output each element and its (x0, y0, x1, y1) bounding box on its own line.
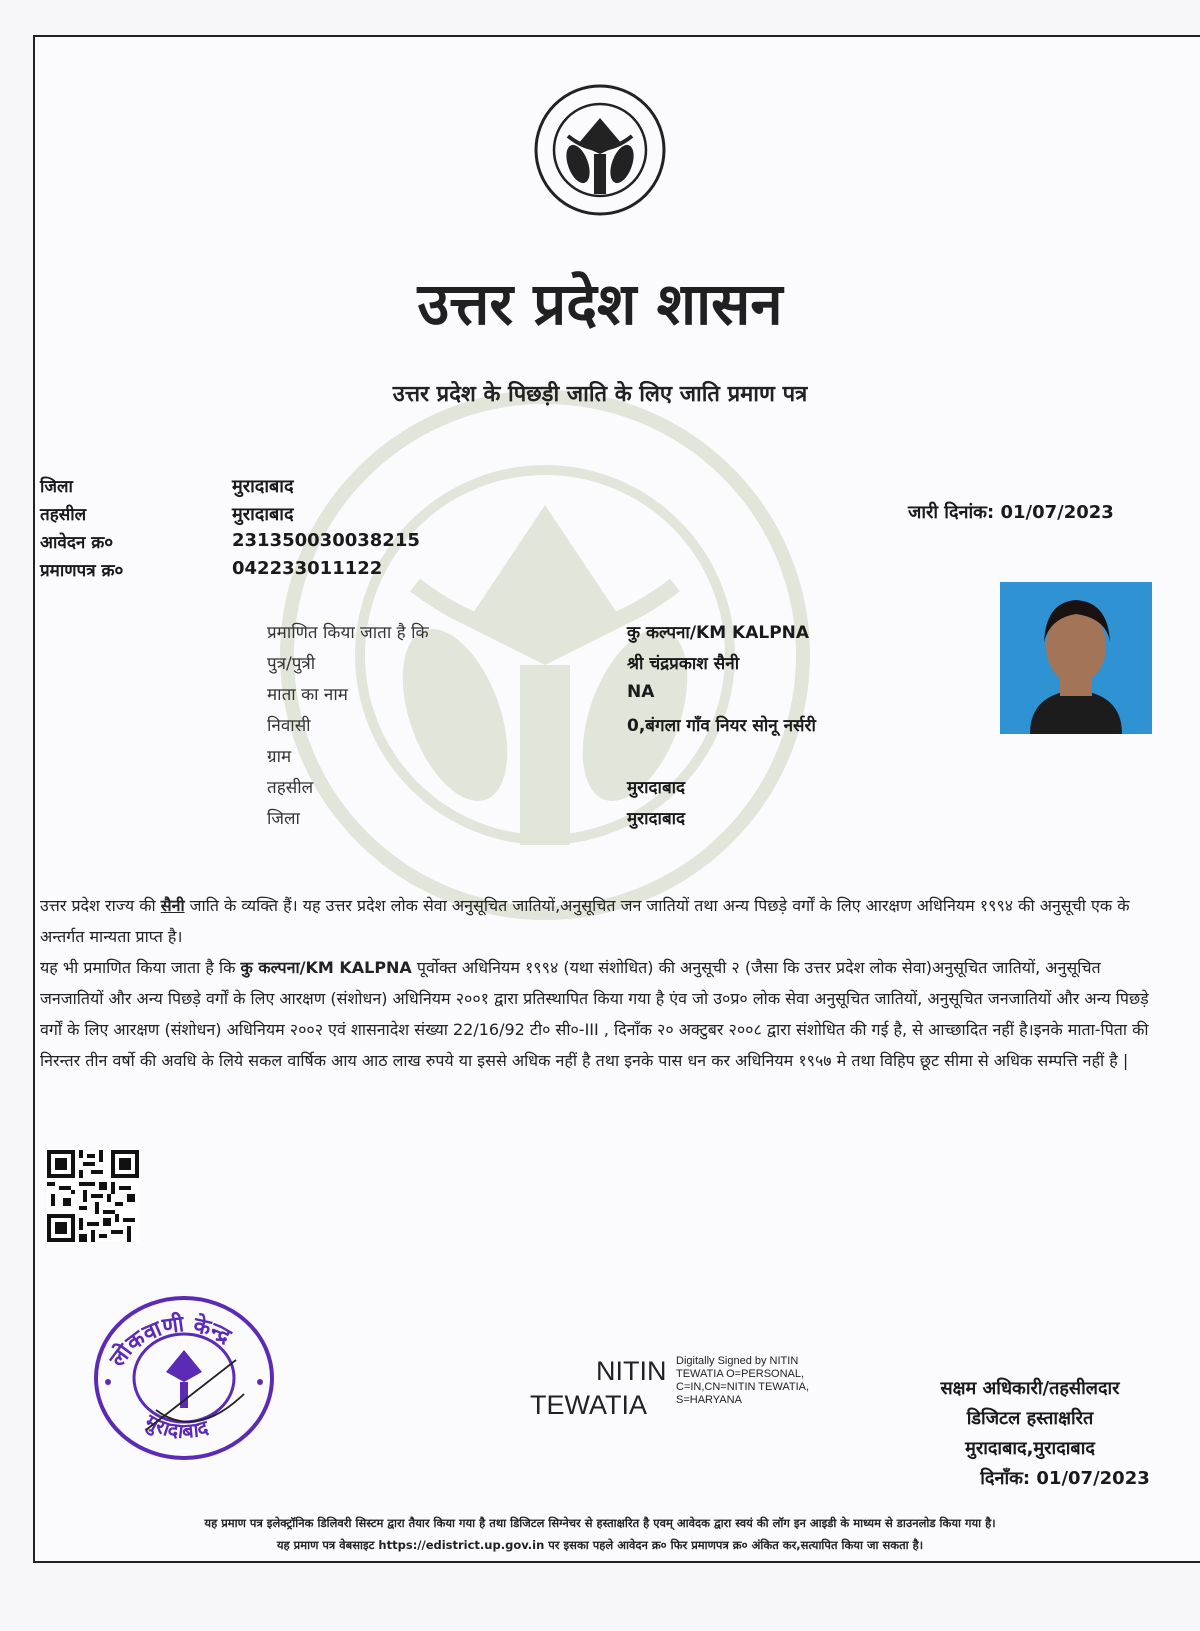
detail-label: पुत्र/पुत्री (267, 654, 316, 674)
officer-sign-date: दिनाँक: 01/07/2023 (980, 1468, 1150, 1489)
issue-date: जारी दिनांक: 01/07/2023 (908, 502, 1114, 523)
application-number-value: 231350030038215 (232, 530, 420, 551)
tehsil-label: तहसील (40, 505, 87, 525)
tehsil-value: मुरादाबाद (232, 504, 294, 525)
certificate-number-value: 042233011122 (232, 558, 383, 579)
mother-name: NA (627, 682, 655, 702)
certificate-number-label: प्रमाणपत्र क्र० (40, 561, 124, 581)
signer-name-line-1: NITIN (596, 1356, 667, 1386)
emblem-watermark (265, 385, 825, 925)
applicant-name: कु कल्पना/KM KALPNA (627, 623, 810, 643)
lokvani-kendra-seal (86, 1290, 282, 1464)
footer-note-2: यह प्रमाण पत्र वेबसाइट https://edistrict.up.gov.in पर इसका पहले आवेदन क्र० फिर प्रमाणपत्र क्र० अंकित कर,सत्यापित किया जा सकता है। (276, 1538, 924, 1552)
qr-code (47, 1150, 139, 1242)
district-value: मुरादाबाद (232, 476, 294, 497)
detail-label: तहसील (267, 778, 314, 798)
certificate-paragraph-2: यह भी प्रमाणित किया जाता है कि कु कल्पना/KM KALPNA पूर्वोक्त अधिनियम १९९४ (यथा संशोधित) की अनुसूची २ (जैसा कि उत्तर प्रदेश लोक सेवा)अनुसूचित जातियों, अनुसूचित जनजातियों और अन्य पिछड़े वर्गों के लिए आरक्षण (संशोधन) अधिनियम २००१ द्वारा प्रतिस्थापित किया गया है एंव जो उ०प्र० लोक सेवा अनुसूचित जातियों, अनुसूचित जनजातियों और अन्य पिछड़े वर्गों के लिए आरक्षण (संशोधन) अधिनियम २००२ एवं शासनादेश संख्या 22/16/92 टी० सी०-III , दिनाँक २० अक्टुबर २००८ द्वारा संशोधित की गई है, से आच्छादित नहीं है।इनके माता-पिता की निरन्तर तीन वर्षो की अवधि के लिये सकल वार्षिक आय आठ लाख रुपये या इससे अधिक नहीं है तथा इनके पास धन कर अधिनियम १९५७ मे तथा विहिप छूट सीमा से अधिक सम्पत्ति नहीं है | (40, 958, 1149, 1070)
seal-text-bottom: मुरादाबाद (141, 1409, 211, 1444)
officer-location: मुरादाबाद,मुरादाबाद (965, 1438, 1095, 1459)
digital-signature-details: Digitally Signed by NITIN TEWATIA O=PERSONAL, C=IN,CN=NITIN TEWATIA, S=HARYANA (676, 1355, 810, 1406)
seal-text-top: लोकवाणी केन्द्र (105, 1312, 235, 1372)
detail-district-value: मुरादाबाद (627, 809, 686, 829)
up-government-emblem (532, 82, 668, 218)
caste-name: सैनी (160, 896, 185, 915)
officer-digital-signed: डिजिटल हस्ताक्षरित (966, 1408, 1094, 1429)
application-number-label: आवेदन क्र० (40, 533, 114, 553)
certificate-paragraph-1: उत्तर प्रदेश राज्य की सैनी जाति के व्यक्ति हैं। यह उत्तर प्रदेश लोक सेवा अनुसूचित जातियों,अनुसूचित जन जातियों तथा अन्य पिछड़े वर्गों के लिए आरक्षण अधिनियम १९९४ की अनुसूची एक के अन्तर्गत मान्यता प्राप्त है। (40, 896, 1130, 946)
detail-tehsil-value: मुरादाबाद (627, 778, 686, 798)
detail-label: प्रमाणित किया जाता है कि (267, 623, 429, 643)
signer-name-line-2: TEWATIA (530, 1390, 647, 1420)
applicant-name-inline: कु कल्पना/KM KALPNA (240, 958, 412, 977)
applicant-photo (1000, 582, 1152, 734)
detail-label: निवासी (267, 716, 311, 736)
detail-label: ग्राम (267, 747, 292, 767)
residence-address: 0,बंगला गाँव नियर सोनू नर्सरी (627, 716, 816, 736)
father-name: श्री चंद्रप्रकाश सैनी (627, 654, 740, 674)
detail-label: जिला (267, 809, 300, 829)
footer-note-1: यह प्रमाण पत्र इलेक्ट्रॉनिक डिलिवरी सिस्टम द्वारा तैयार किया गया है तथा डिजिटल सिग्नेचर से हस्ताक्षरित है एवम् आवेदक द्वारा स्वयं की लॉग इन आइडी के माध्यम से डाउनलोड किया गया है। (204, 1516, 996, 1530)
page-title: उत्तर प्रदेश शासन (417, 270, 783, 338)
district-label: जिला (40, 477, 73, 497)
detail-label: माता का नाम (267, 685, 348, 705)
officer-designation: सक्षम अधिकारी/तहसीलदार (940, 1378, 1120, 1399)
certificate-subtitle: उत्तर प्रदेश के पिछड़ी जाति के लिए जाति प्रमाण पत्र (392, 382, 808, 407)
